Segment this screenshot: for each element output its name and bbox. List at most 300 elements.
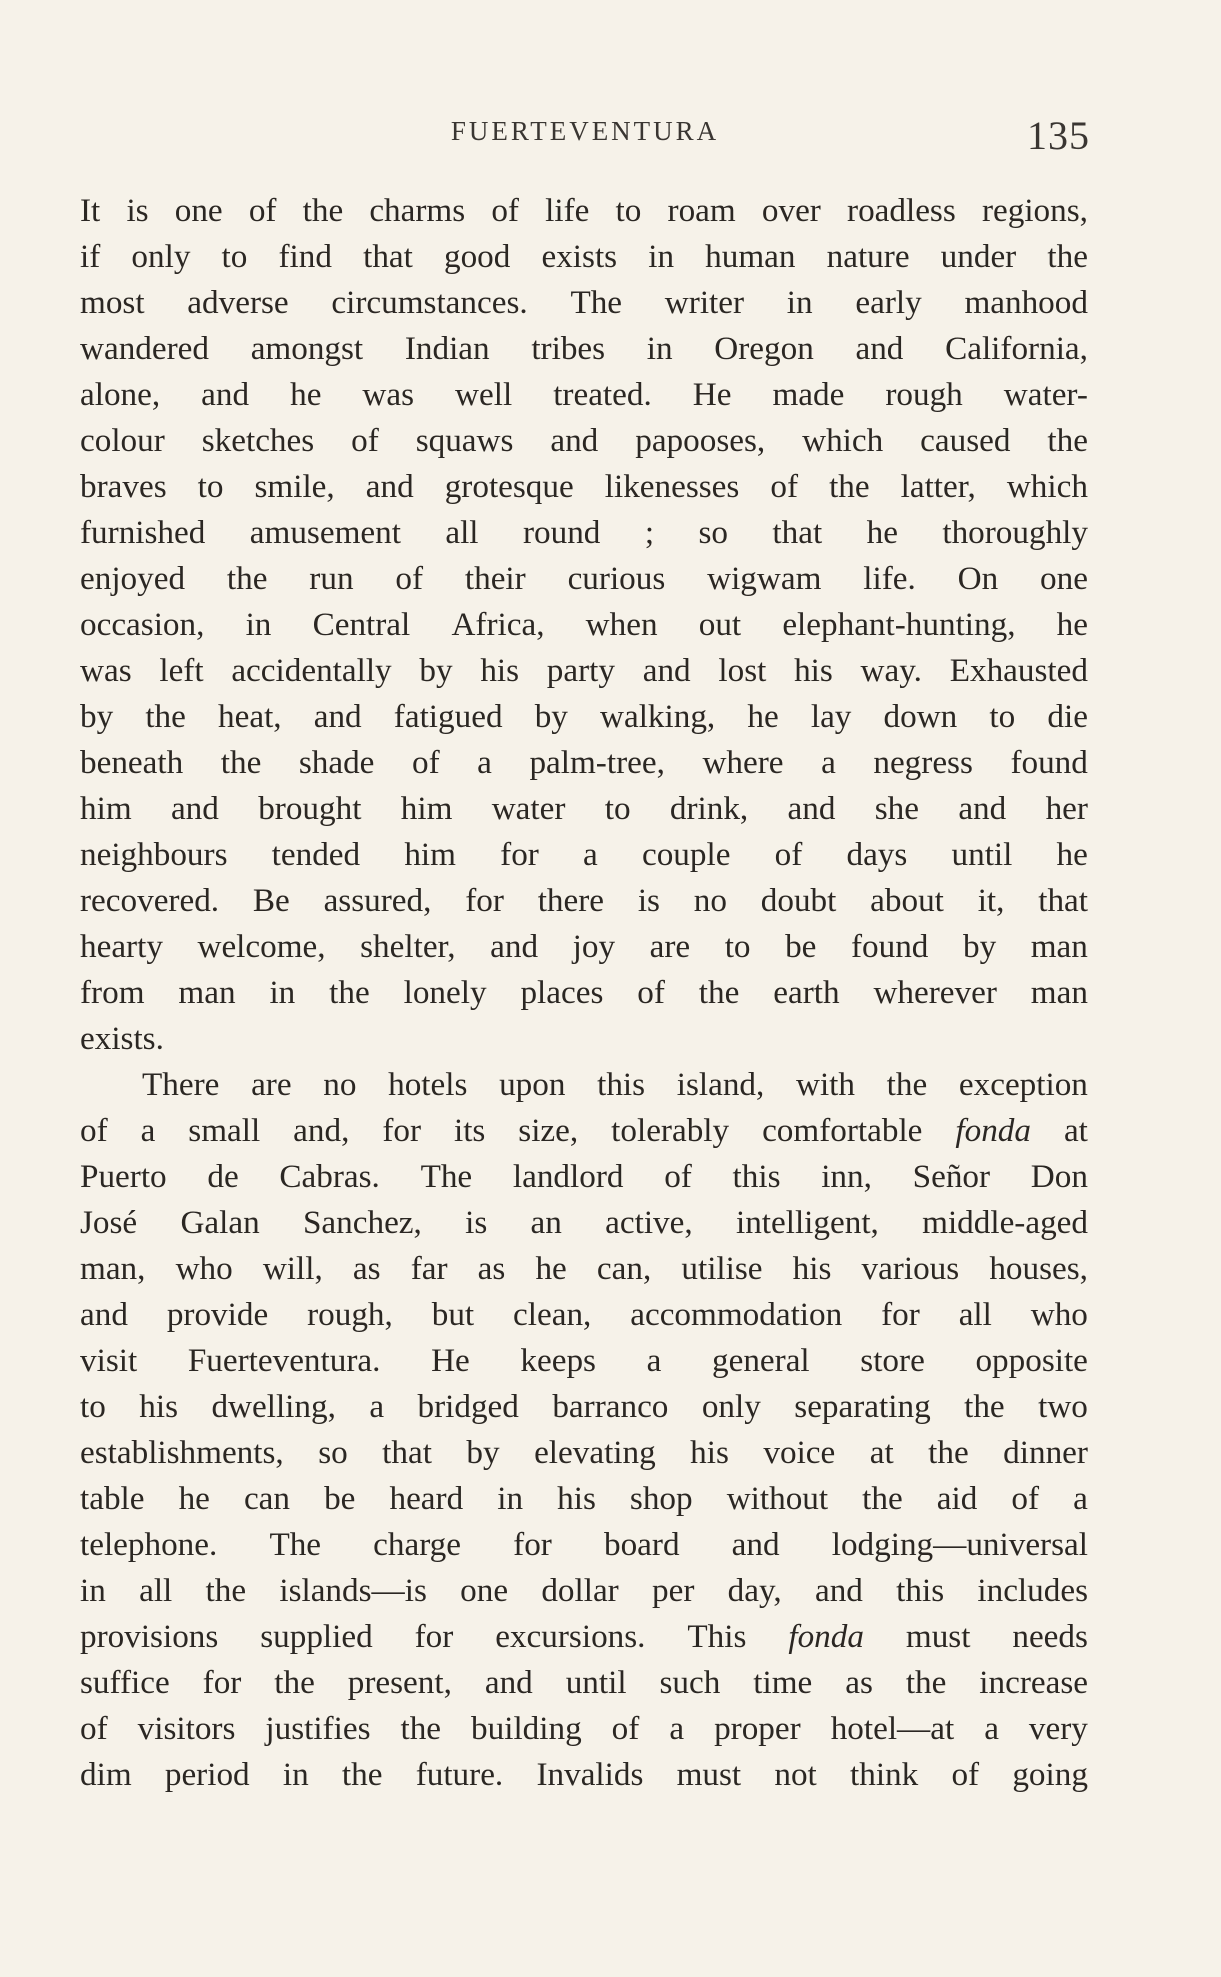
word: hotel—at <box>830 1710 955 1747</box>
word: includes <box>977 1572 1088 1609</box>
word: was <box>80 652 132 689</box>
word: aid <box>936 1480 978 1517</box>
word: under <box>940 238 1017 275</box>
word: Oregon <box>714 330 814 367</box>
word: landlord <box>512 1158 624 1195</box>
word: who <box>1030 1296 1088 1333</box>
word: islands—is <box>279 1572 427 1609</box>
word: day, <box>727 1572 782 1609</box>
word: comfortable <box>762 1112 923 1149</box>
word: lost <box>718 652 767 689</box>
word: well <box>455 376 513 413</box>
word: the <box>274 1664 315 1701</box>
text-line <box>80 556 1088 602</box>
word: down <box>883 698 958 735</box>
word: joy <box>572 928 616 965</box>
text-line <box>80 878 1088 924</box>
word: shelter, <box>360 928 456 965</box>
word: Sanchez, <box>302 1204 422 1241</box>
word: no <box>693 882 727 919</box>
word: of <box>80 1112 108 1149</box>
word: by <box>962 928 997 965</box>
word: Puerto <box>80 1158 167 1195</box>
word: man <box>178 974 236 1011</box>
text-line <box>80 1062 1088 1108</box>
word: exists. <box>80 1020 164 1057</box>
word: assured, <box>323 882 432 919</box>
word: On <box>957 560 999 597</box>
text-line <box>80 1384 1088 1430</box>
word: shop <box>629 1480 693 1517</box>
word: and <box>313 698 362 735</box>
word: to <box>989 698 1016 735</box>
word: the <box>145 698 186 735</box>
word: lay <box>810 698 852 735</box>
word: latter, <box>900 468 976 505</box>
word: at <box>869 1434 894 1471</box>
word: and <box>787 790 836 827</box>
word: him <box>404 836 456 873</box>
word: for <box>202 1664 242 1701</box>
word: such <box>659 1664 721 1701</box>
word: its <box>453 1112 486 1149</box>
word: of <box>774 836 803 873</box>
word: his <box>139 1388 178 1425</box>
word: accidentally <box>231 652 392 689</box>
word: Invalids <box>536 1756 644 1793</box>
word: are <box>251 1066 292 1103</box>
word: grotesque <box>444 468 574 505</box>
word: exception <box>958 1066 1088 1103</box>
text-line <box>80 1200 1088 1246</box>
word: die <box>1047 698 1088 735</box>
word: California, <box>945 330 1088 367</box>
word: intelligent, <box>735 1204 879 1241</box>
word: she <box>874 790 920 827</box>
word: This <box>687 1618 747 1655</box>
word: various <box>861 1250 960 1287</box>
text-line <box>80 1154 1088 1200</box>
word: the <box>1047 422 1088 459</box>
word: of <box>411 744 440 781</box>
word: and <box>80 1296 128 1333</box>
word: general <box>712 1342 810 1379</box>
word: an <box>530 1204 562 1241</box>
word: found <box>850 928 929 965</box>
word: Fuerteventura. <box>187 1342 381 1379</box>
word: in <box>80 1572 106 1609</box>
word: Galan <box>180 1204 260 1241</box>
word: his <box>557 1480 596 1517</box>
word: bridged <box>417 1388 519 1425</box>
word: made <box>772 376 845 413</box>
word: utilise <box>681 1250 763 1287</box>
word: so <box>698 514 728 551</box>
word: and <box>484 1664 533 1701</box>
word: two <box>1038 1388 1088 1425</box>
word: the <box>905 1664 947 1701</box>
word: the <box>341 1756 383 1793</box>
word: heard <box>389 1480 464 1517</box>
word: charms <box>369 192 466 229</box>
word: beneath <box>80 744 184 781</box>
word: be <box>785 928 817 965</box>
word: alone, <box>80 376 161 413</box>
text-line <box>80 1430 1088 1476</box>
text-line <box>80 464 1088 510</box>
word: a <box>477 744 492 781</box>
word: per <box>652 1572 695 1609</box>
word: but <box>431 1296 475 1333</box>
word: he <box>1056 836 1088 873</box>
word: there <box>537 882 605 919</box>
word: fatigued <box>393 698 503 735</box>
word: in <box>646 330 673 367</box>
word: him <box>400 790 453 827</box>
word: by <box>419 652 453 689</box>
word: one <box>1040 560 1088 597</box>
word: in <box>269 974 296 1011</box>
word: water- <box>1003 376 1088 413</box>
word: the <box>329 974 370 1011</box>
word: elephant-hunting, <box>782 606 1016 643</box>
word: life. <box>863 560 916 597</box>
word: until <box>565 1664 627 1701</box>
word: of <box>1011 1480 1040 1517</box>
word: way. <box>860 652 922 689</box>
running-title: FUERTEVENTURA <box>450 116 720 146</box>
word: found <box>1010 744 1088 781</box>
word: of <box>248 192 277 229</box>
word: which <box>1006 468 1088 505</box>
word: of <box>951 1756 980 1793</box>
text-line <box>80 1476 1088 1522</box>
word: at <box>1063 1112 1088 1149</box>
word: he <box>535 1250 567 1287</box>
word: accommodation <box>630 1296 843 1333</box>
word: one <box>174 192 223 229</box>
word: lonely <box>403 974 487 1011</box>
word: neighbours <box>80 836 228 873</box>
word: for <box>465 882 504 919</box>
word: a <box>369 1388 385 1425</box>
word: separating <box>794 1388 931 1425</box>
word: must <box>676 1756 742 1793</box>
word: keeps <box>520 1342 596 1379</box>
word: the <box>205 1572 247 1609</box>
word: manhood <box>964 284 1088 321</box>
word: justifies <box>265 1710 371 1747</box>
word: his <box>792 1250 832 1287</box>
word: he <box>290 376 322 413</box>
word: his <box>480 652 520 689</box>
word: opposite <box>975 1342 1088 1379</box>
word: the <box>302 192 344 229</box>
word: occasion, <box>80 606 205 643</box>
text-line <box>80 1246 1088 1292</box>
word: out <box>698 606 742 643</box>
word: provisions <box>80 1618 219 1655</box>
word: by <box>466 1434 500 1471</box>
word: exists <box>541 238 618 275</box>
word: is <box>637 882 660 919</box>
word: and, <box>293 1112 350 1149</box>
word: as <box>352 1250 381 1287</box>
word: it, <box>977 882 1005 919</box>
word: if <box>80 238 101 275</box>
word: dwelling, <box>211 1388 336 1425</box>
word: to <box>221 238 248 275</box>
word: telephone. <box>80 1526 218 1563</box>
word: and <box>731 1526 780 1563</box>
word: palm-tree, <box>529 744 665 781</box>
word: must <box>905 1618 971 1655</box>
word: the <box>1047 238 1088 275</box>
word: roam <box>667 192 736 229</box>
word: braves <box>80 468 167 505</box>
word: his <box>794 652 833 689</box>
text-line <box>80 786 1088 832</box>
word: voice <box>763 1434 836 1471</box>
text-line <box>80 970 1088 1016</box>
word: He <box>431 1342 470 1379</box>
word: curious <box>567 560 666 597</box>
word: days <box>846 836 908 873</box>
word: can <box>243 1480 291 1517</box>
word: man <box>1030 974 1088 1011</box>
word: a <box>140 1112 156 1149</box>
word: increase <box>979 1664 1088 1701</box>
word: not <box>774 1756 817 1793</box>
word: wigwam <box>707 560 822 597</box>
word: furnished <box>80 514 206 551</box>
word: dim <box>80 1756 132 1793</box>
word: the <box>862 1480 903 1517</box>
word: good <box>443 238 511 275</box>
word: left <box>159 652 204 689</box>
word: Cabras. <box>279 1158 380 1195</box>
word: de <box>207 1158 239 1195</box>
word: no <box>323 1066 357 1103</box>
word: the <box>964 1388 1005 1425</box>
text-line <box>80 1338 1088 1384</box>
word: the <box>829 468 870 505</box>
word: and <box>550 422 599 459</box>
word: circumstances. <box>331 284 528 321</box>
word: is <box>465 1204 488 1241</box>
word: that <box>363 238 413 275</box>
word: fonda <box>788 1618 864 1655</box>
word: in <box>786 284 813 321</box>
word: all <box>958 1296 992 1333</box>
word: who <box>175 1250 233 1287</box>
word: building <box>471 1710 582 1747</box>
text-line <box>80 1568 1088 1614</box>
word: houses, <box>989 1250 1088 1287</box>
word: and <box>201 376 250 413</box>
text-line <box>80 418 1088 464</box>
word: excursions. <box>495 1618 646 1655</box>
word: The <box>420 1158 473 1195</box>
page-header <box>80 108 1090 158</box>
word: roadless <box>847 192 956 229</box>
word: tended <box>271 836 361 873</box>
word: from <box>80 974 145 1011</box>
word: of <box>491 192 519 229</box>
word: active, <box>605 1204 693 1241</box>
word: Don <box>1030 1158 1088 1195</box>
word: Exhausted <box>949 652 1088 689</box>
word: this <box>732 1158 781 1195</box>
word: to <box>80 1388 106 1425</box>
word: amongst <box>250 330 364 367</box>
word: of <box>770 468 799 505</box>
text-line <box>80 648 1088 694</box>
word: dinner <box>1003 1434 1088 1471</box>
word: supplied <box>260 1618 373 1655</box>
text-line <box>80 188 1088 234</box>
word: the <box>220 744 262 781</box>
word: that <box>1038 882 1088 919</box>
text-line <box>80 694 1088 740</box>
word: José <box>80 1204 138 1241</box>
word: all <box>139 1572 173 1609</box>
word: early <box>855 284 922 321</box>
word: over <box>761 192 821 229</box>
word: likenesses <box>604 468 740 505</box>
word: hearty <box>80 928 163 965</box>
word: earth <box>773 974 840 1011</box>
word: smile, <box>254 468 335 505</box>
word: Indian <box>404 330 490 367</box>
text-line <box>80 326 1088 372</box>
word: and <box>170 790 219 827</box>
word: a <box>1073 1480 1088 1517</box>
word: man, <box>80 1250 146 1287</box>
word: and <box>958 790 1007 827</box>
word: in <box>282 1756 309 1793</box>
word: of <box>80 1710 108 1747</box>
word: very <box>1028 1710 1088 1747</box>
word: water <box>491 790 566 827</box>
word: It <box>80 192 101 229</box>
word: walking, <box>600 698 716 735</box>
word: which <box>802 422 884 459</box>
word: He <box>692 376 732 413</box>
word: drink, <box>669 790 749 827</box>
word: needs <box>1012 1618 1088 1655</box>
text-line <box>80 510 1088 556</box>
word: of <box>637 974 665 1011</box>
word: a <box>669 1710 685 1747</box>
word: writer <box>664 284 745 321</box>
word: without <box>726 1480 829 1517</box>
word: a <box>583 836 598 873</box>
word: rough, <box>307 1296 393 1333</box>
text-line <box>80 1752 1088 1798</box>
word: inn, <box>821 1158 872 1195</box>
word: for <box>513 1526 552 1563</box>
word: their <box>464 560 526 597</box>
word: about <box>870 882 944 919</box>
word: board <box>603 1526 680 1563</box>
word: for <box>500 836 539 873</box>
body-text <box>80 188 1088 1798</box>
word: think <box>850 1756 919 1793</box>
word: wandered <box>80 330 209 367</box>
word: as <box>845 1664 873 1701</box>
word: negress <box>873 744 973 781</box>
text-line <box>80 1706 1088 1752</box>
word: in <box>497 1480 524 1517</box>
word: a <box>646 1342 662 1379</box>
text-line <box>80 234 1088 280</box>
word: man <box>1030 928 1088 965</box>
word: most <box>80 284 145 321</box>
word: can, <box>596 1250 652 1287</box>
word: by <box>80 698 114 735</box>
word: future. <box>415 1756 504 1793</box>
word: was <box>362 376 415 413</box>
word: only <box>131 238 191 275</box>
word: the <box>400 1710 442 1747</box>
text-line <box>80 1292 1088 1338</box>
word: this <box>597 1066 646 1103</box>
word: he <box>747 698 779 735</box>
word: squaws <box>415 422 514 459</box>
word: wherever <box>873 974 997 1011</box>
word: all <box>445 514 479 551</box>
word: enjoyed <box>80 560 186 597</box>
word: this <box>896 1572 945 1609</box>
word: suffice <box>80 1664 170 1701</box>
word: places <box>520 974 604 1011</box>
word: that <box>772 514 823 551</box>
word: that <box>382 1434 432 1471</box>
word: charge <box>373 1526 462 1563</box>
word: small <box>188 1112 261 1149</box>
word: he <box>178 1480 210 1517</box>
word: to <box>724 928 751 965</box>
word: period <box>164 1756 250 1793</box>
word: one <box>460 1572 509 1609</box>
word: human <box>705 238 796 275</box>
text-line <box>80 832 1088 878</box>
word: find <box>278 238 332 275</box>
word: thoroughly <box>942 514 1088 551</box>
word: of <box>664 1158 692 1195</box>
word: elevating <box>534 1434 656 1471</box>
word: Be <box>252 882 290 919</box>
word: of <box>395 560 424 597</box>
word: regions, <box>981 192 1088 229</box>
word: middle-aged <box>922 1204 1088 1241</box>
word: where <box>702 744 784 781</box>
word: brought <box>258 790 362 827</box>
word: for <box>382 1112 422 1149</box>
word: he <box>1056 606 1088 643</box>
word: There <box>142 1066 220 1103</box>
word: to <box>197 468 224 505</box>
word: going <box>1012 1756 1088 1793</box>
word: by <box>534 698 568 735</box>
word: him <box>80 790 132 827</box>
word: caused <box>920 422 1011 459</box>
word: island, <box>676 1066 765 1103</box>
word: the <box>928 1434 969 1471</box>
word: far <box>410 1250 448 1287</box>
word: with <box>795 1066 855 1103</box>
